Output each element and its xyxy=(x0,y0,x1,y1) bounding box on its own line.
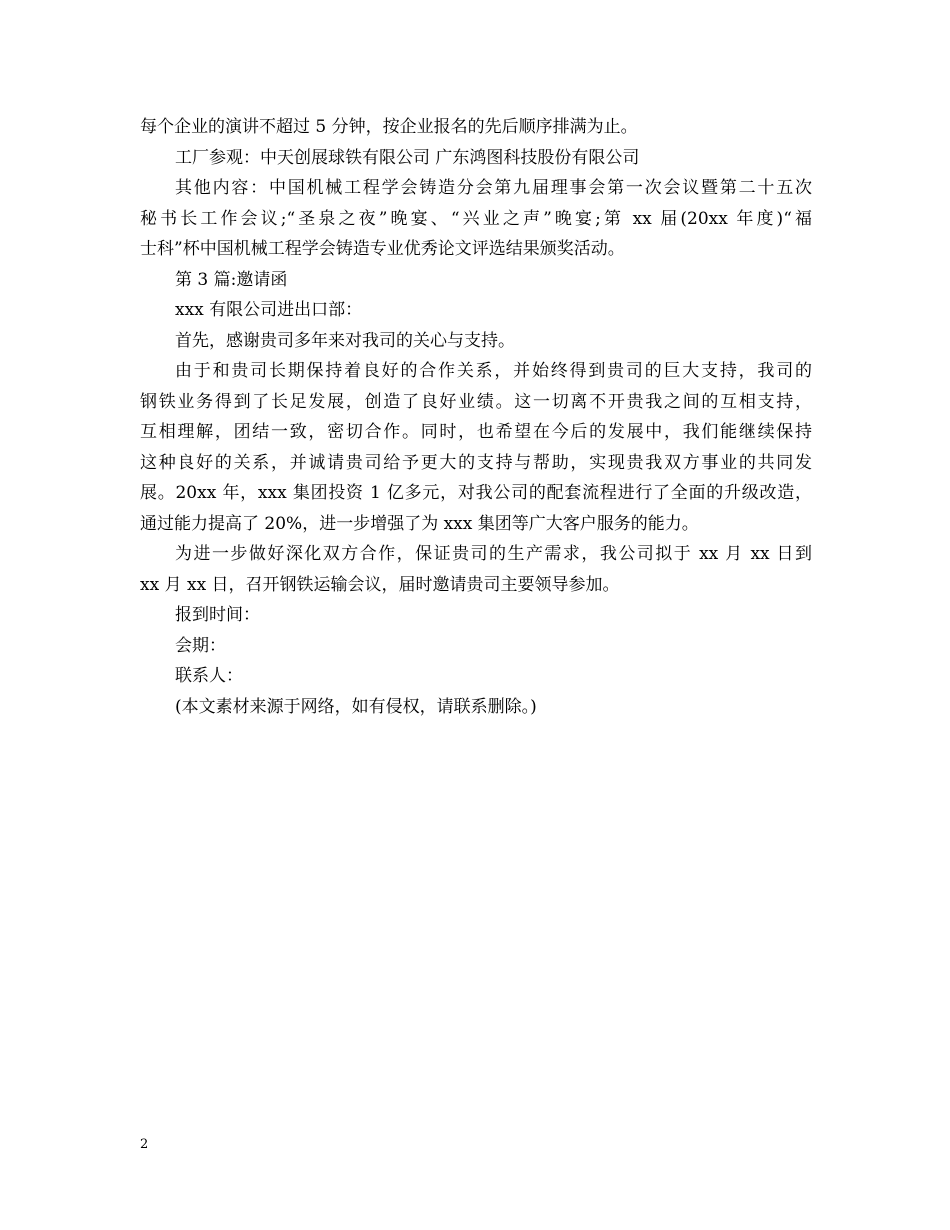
text-line: 钢铁业务得到了长足发展，创造了良好业绩。这一切离不开贵我之间的互相支持， xyxy=(140,391,812,412)
text-line: (本文素材来源于网络，如有侵权，请联系删除。) xyxy=(175,696,537,717)
text-line: 首先，感谢贵司多年来对我司的关心与支持。 xyxy=(175,330,515,351)
text-line: 士科”杯中国机械工程学会铸造专业优秀论文评选结果颁奖活动。 xyxy=(140,239,625,259)
document-body xyxy=(140,112,812,722)
text-line: 由于和贵司长期保持着良好的合作关系，并始终得到贵司的巨大支持，我司的 xyxy=(175,361,812,381)
text-line: 为进一步做好深化双方合作，保证贵司的生产需求，我公司拟于 xx 月 xx 日到 xyxy=(175,544,812,564)
text-line: 展。20xx 年，xxx 集团投资 1 亿多元，对我公司的配套流程进行了全面的升级改造， xyxy=(140,483,812,503)
text-line: xx 月 xx 日，召开钢铁运输会议，届时邀请贵司主要领导参加。 xyxy=(140,574,620,595)
text-line: 这种良好的关系，并诚请贵司给予更大的支持与帮助，实现贵我双方事业的共同发 xyxy=(140,452,812,473)
section-heading: 第 3 篇:邀请函 xyxy=(175,269,288,290)
text-line: 每个企业的演讲不超过 5 分钟，按企业报名的先后顺序排满为止。 xyxy=(140,117,638,137)
text-line: 其他内容：中国机械工程学会铸造分会第九届理事会第一次会议暨第二十五次 xyxy=(175,178,812,198)
text-line: 互相理解，团结一致，密切合作。同时，也希望在今后的发展中，我们能继续保持 xyxy=(140,422,812,442)
text-line: 会期： xyxy=(175,635,226,656)
text-line: 联系人： xyxy=(175,666,243,686)
text-line: 秘书长工作会议;“圣泉之夜”晚宴、“兴业之声”晚宴;第 xx 届(20xx 年度)“福 xyxy=(140,208,812,229)
page-number: 2 xyxy=(140,1137,149,1152)
text-line: 通过能力提高了 20%，进一步增强了为 xxx 集团等广大客户服务的能力。 xyxy=(140,513,699,534)
text-line: xxx 有限公司进出口部： xyxy=(175,300,363,320)
text-line: 工厂参观：中天创展球铁有限公司 广东鸿图科技股份有限公司 xyxy=(175,147,640,168)
text-line: 报到时间： xyxy=(175,605,260,625)
